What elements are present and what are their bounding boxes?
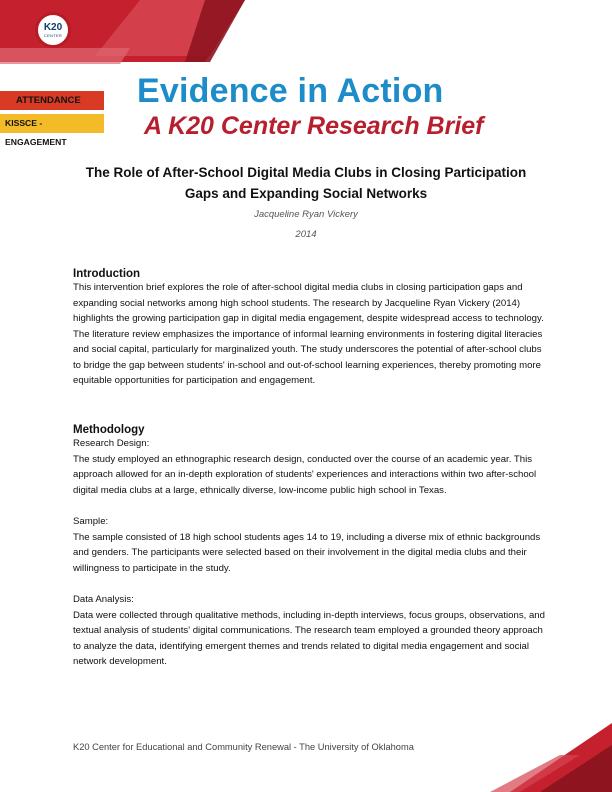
logo-text: K20 — [43, 22, 63, 33]
document-title: The Role of After-School Digital Media Clubs in Closing Participation Gaps and Expanding Social Networks — [85, 165, 527, 201]
brand-title: Evidence in Action — [137, 72, 444, 110]
kissce-engagement-tag: KISSCE - ENGAGEMENT — [0, 114, 104, 133]
data-analysis-label: Data Analysis: — [73, 594, 134, 605]
research-design-label: Research Design: — [73, 438, 150, 449]
sample-label: Sample: — [73, 516, 109, 527]
methodology-heading: Methodology — [73, 424, 145, 436]
introduction-heading: Introduction — [73, 268, 141, 280]
footer-corner-art — [470, 715, 612, 792]
footer-text: K20 Center for Educational and Community Renewal - The University of Oklahoma — [73, 742, 414, 752]
brand-subtitle: A K20 Center Research Brief — [144, 112, 484, 140]
data-analysis-body: Data were collected through qualitative methods, including in-depth interviews, focus groups, observations, and textual analysis of students' digital communications. The research team employed a grounded theory approach to analyze the data, identifying emergent themes and trends related to digital media engagement and social network development. — [73, 609, 545, 667]
k20-logo — [35, 12, 71, 48]
document-author: Jacqueline Ryan Vickery — [254, 209, 358, 220]
header-banner-art — [0, 0, 612, 80]
introduction-section — [73, 268, 545, 389]
sample-body: The sample consisted of 18 high school students ages 14 to 19, including a diverse mix of ethnic backgrounds and genders. The participants were selected based on their involvement in the digital media clubs and their willingness to participate in the study. — [73, 531, 541, 574]
document-year: 2014 — [295, 229, 317, 240]
methodology-section — [73, 424, 545, 670]
attendance-tag: ATTENDANCE — [0, 91, 104, 110]
logo-subtext: CENTER — [43, 33, 63, 38]
research-design-body: The study employed an ethnographic research design, conducted over the course of an academic year. This approach allowed for an in-depth exploration of students' experiences and interactions within two after-school digital media clubs at a large, ethnically diverse, low-income public high school in Texas. — [73, 453, 537, 496]
introduction-body: This intervention brief explores the role of after-school digital media clubs in closing participation gaps and expanding social networks among high school students. The research by Jacqueline Ryan Vickery (2014) highlights the growing participation gap in digital media engagement, despite widespread access to technology. The literature review emphasizes the importance of informal learning environments in fostering digital literacies and social capital, particularly for marginalized youth. The study underscores the potential of after-school clubs to bridge the gap between students' in-school and out-of-school learning experiences, thereby promoting more equitable opportunities for participation and engagement. — [73, 282, 544, 386]
